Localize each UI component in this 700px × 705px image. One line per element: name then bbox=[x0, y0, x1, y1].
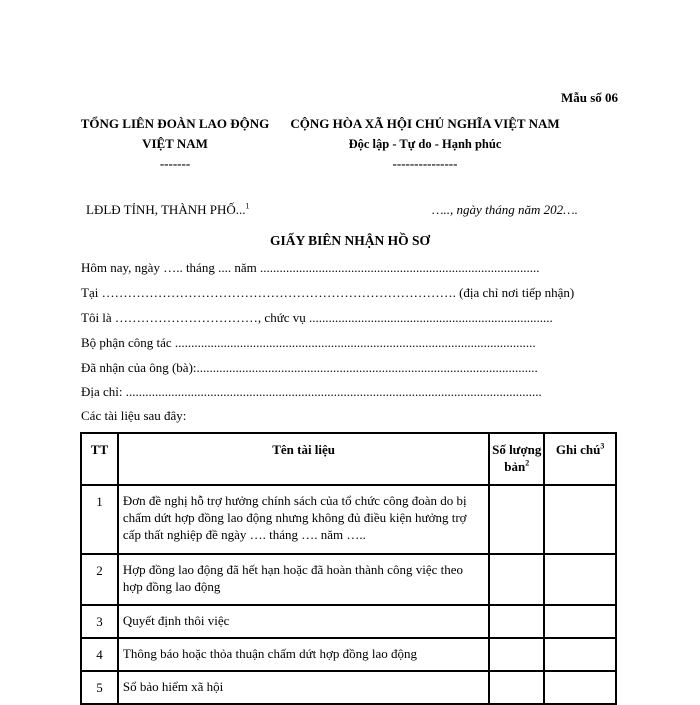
row-qty bbox=[489, 638, 544, 671]
header-qty-label: Số lượng bản bbox=[492, 442, 542, 474]
row-qty bbox=[489, 605, 544, 638]
field-receiver: Tôi là ……………………………, chức vụ ........................................................................... bbox=[81, 310, 553, 325]
documents-table bbox=[80, 432, 617, 705]
form-code: Mẫu số 06 bbox=[560, 90, 618, 105]
row-qty bbox=[489, 485, 544, 554]
row-name: Sổ bảo hiểm xã hội bbox=[118, 671, 489, 704]
field-location: Tại ………………………………………………………………………. (địa chỉ nơi tiếp nhận) bbox=[81, 285, 575, 300]
row-qty bbox=[489, 671, 544, 704]
province-text: LĐLĐ TỈNH, THÀNH PHỐ... bbox=[86, 202, 246, 217]
nation-name: CỘNG HÒA XÃ HỘI CHỦ NGHĨA VIỆT NAM bbox=[290, 116, 560, 131]
field-submitter: Đã nhận của ông (bà):......................................................................................................... bbox=[81, 360, 538, 375]
row-name: Đơn đề nghị hỗ trợ hưởng chính sách của tổ chức công đoàn do bị chấm dứt hợp đồng lao động nhưng không đủ điều kiện hưởng trợ cấp thất nghiệp đề ngày …. tháng …. năm ….. bbox=[118, 485, 489, 554]
field-address: Địa chỉ: ................................................................................................................................ bbox=[81, 384, 542, 399]
documents-intro: Các tài liệu sau đây: bbox=[81, 408, 187, 423]
row-tt: 2 bbox=[81, 554, 118, 605]
left-separator: ------- bbox=[159, 156, 191, 171]
row-tt: 4 bbox=[81, 638, 118, 671]
table-row bbox=[81, 638, 616, 671]
motto: Độc lập - Tự do - Hạnh phúc bbox=[348, 137, 502, 151]
header-qty bbox=[489, 433, 544, 485]
row-name: Thông báo hoặc thỏa thuận chấm dứt hợp đồng lao động bbox=[118, 638, 489, 671]
date-line: ….., ngày tháng năm 202…. bbox=[432, 202, 578, 217]
field-date: Hôm nay, ngày ….. tháng .... năm ...................................................................................... bbox=[81, 260, 540, 275]
row-note bbox=[544, 605, 616, 638]
header-name: Tên tài liệu bbox=[118, 433, 489, 485]
province-line bbox=[86, 202, 250, 218]
document-title: GIẤY BIÊN NHẬN HỒ SƠ bbox=[269, 233, 431, 248]
row-note bbox=[544, 671, 616, 704]
header-note bbox=[544, 433, 616, 485]
province-footnote: 1 bbox=[245, 201, 250, 211]
header-note-label: Ghi chú bbox=[555, 442, 601, 457]
row-note bbox=[544, 638, 616, 671]
row-note bbox=[544, 554, 616, 605]
table-row bbox=[81, 554, 616, 605]
row-tt: 1 bbox=[81, 485, 118, 554]
table-row bbox=[81, 605, 616, 638]
right-header bbox=[270, 114, 580, 174]
header-tt: TT bbox=[81, 433, 118, 485]
field-department: Bộ phận công tác ............................................................................................................... bbox=[81, 335, 536, 350]
row-qty bbox=[489, 554, 544, 605]
row-name: Quyết định thôi việc bbox=[118, 605, 489, 638]
org-name: TỔNG LIÊN ĐOÀN LAO ĐỘNG VIỆT NAM bbox=[80, 116, 270, 151]
table-row bbox=[81, 485, 616, 554]
right-separator: --------------- bbox=[392, 156, 458, 171]
header-qty-footnote: 2 bbox=[525, 458, 530, 468]
header-note-footnote: 3 bbox=[600, 441, 605, 451]
left-header bbox=[80, 114, 270, 174]
table-row bbox=[81, 671, 616, 704]
row-tt: 5 bbox=[81, 671, 118, 704]
row-note bbox=[544, 485, 616, 554]
row-name: Hợp đồng lao động đã hết hạn hoặc đã hoàn thành công việc theo hợp đồng lao động bbox=[118, 554, 489, 605]
table-header-row bbox=[81, 433, 616, 485]
row-tt: 3 bbox=[81, 605, 118, 638]
